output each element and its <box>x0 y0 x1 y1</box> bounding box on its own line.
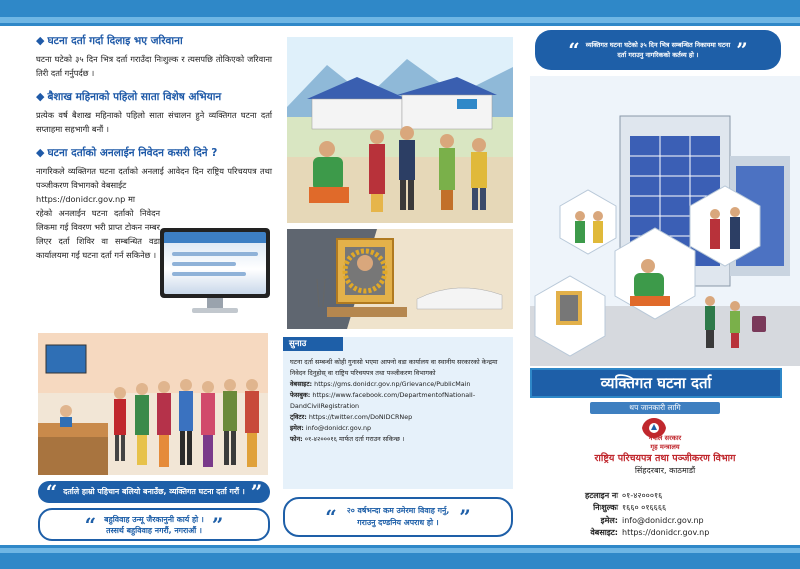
info-twitter-label: ट्विटर: <box>290 413 307 421</box>
quote-banner-polygamy <box>38 508 270 541</box>
info-facebook-label: फेसबुक: <box>290 391 311 399</box>
info-email-row <box>290 423 508 434</box>
quote-text <box>586 40 731 60</box>
quote-text: दर्ताले हाम्रो पहिचान बलियो बनाउँछ, व्यक्तिगत घटना दर्ता गरौं । <box>63 487 245 496</box>
quote-line-2: तस्सर्थ बहुविवाह नगरौं, नगराऔं । <box>106 525 202 535</box>
open-quote-icon: “ <box>45 480 58 504</box>
email-label: इमेल: <box>600 515 618 525</box>
website-label: वेबसाइट: <box>590 527 618 537</box>
info-twitter-row <box>290 412 508 423</box>
top-band <box>0 0 800 26</box>
info-lines <box>290 357 508 445</box>
screen-bar <box>172 252 258 256</box>
info-website-link[interactable]: https://gms.donidcr.gov.np/Grievance/PublicMain <box>314 380 471 388</box>
info-website-row <box>290 379 508 390</box>
department-address: सिंहदरबार, काठमाडौं <box>634 466 696 475</box>
close-quote-icon: ” <box>459 505 471 529</box>
more-info-label: थप जानकारी लागि <box>590 402 720 414</box>
diamond-bullet-icon: ◆ <box>36 146 45 159</box>
quote-banner-registration <box>38 481 270 503</box>
queue-illustration <box>38 333 268 475</box>
hotline-label: हटलाइन नः <box>585 491 618 500</box>
grievance-info-box <box>283 337 513 489</box>
birth-registration-illustration <box>287 37 513 223</box>
village-office-svg <box>287 37 513 223</box>
quote-banner-child-marriage <box>283 497 513 537</box>
screen-bar <box>172 262 236 266</box>
monitor-stand <box>207 298 223 308</box>
section-body-fines: घटना घटेको ३५ दिन भित्र दर्ता गराउँदा निःशुल्क र त्यसपछि तोकिएको जरिवाना तिरी दर्ता गर्नुपर्दछ । <box>36 54 272 78</box>
quote-text <box>347 505 450 529</box>
bottom-stripe <box>0 548 800 553</box>
close-quote-icon: ” <box>736 38 748 62</box>
close-quote-icon: ” <box>250 480 263 504</box>
open-quote-icon: “ <box>84 512 97 537</box>
open-quote-icon: “ <box>568 38 580 62</box>
ministry-name: गृह मन्त्रालय <box>650 443 680 451</box>
hotline-value: ०१-४२०००१६ <box>622 491 663 500</box>
open-quote-icon: “ <box>325 505 337 529</box>
quote-banner-duty <box>535 30 781 70</box>
quote-text <box>104 514 204 536</box>
office-building-svg <box>530 76 800 366</box>
email-link[interactable]: info@donidcr.gov.np <box>622 515 704 525</box>
cover-illustration <box>530 76 800 366</box>
diamond-bullet-icon: ◆ <box>36 90 45 103</box>
section-title-fines <box>36 34 272 48</box>
online-url: https://donidcr.gov.np मा <box>36 194 135 204</box>
quote-line-2: गराउनु दण्डनिय अपराध हो । <box>357 518 439 527</box>
info-email-label: इमेल: <box>290 424 304 432</box>
info-website-label: वेबसाइट: <box>290 380 313 388</box>
info-twitter-link[interactable]: https://twitter.com/DoNIDCRNep <box>308 413 413 421</box>
info-phone-value: ०१-४२०००१६ मार्फत दर्ता गराउन सकिन्छ । <box>304 435 405 443</box>
department-name: राष्ट्रिय परिचयपत्र तथा पञ्जीकरण विभाग <box>594 453 736 464</box>
diamond-bullet-icon: ◆ <box>36 34 45 47</box>
section-title-text: घटना दर्ता गर्दा दिलाइ भए जरिवाना <box>47 35 183 47</box>
section-title-online <box>36 146 272 160</box>
quote-line-2: दर्ता गराउनु नागरिकको कर्तव्य हो । <box>617 51 699 59</box>
computer-monitor-illustration <box>160 228 270 316</box>
section-body-online: नागरिकले व्यक्तिगत घटना दर्ताको अनलाई आवेदन दिन राष्ट्रिय परिचयपत्र तथा पञ्जीकरण विभागको वेबसाईट <box>36 166 272 190</box>
bottom-band <box>0 545 800 569</box>
quote-line-1: व्यक्तिगत घटना घटेको ३५ दिन भित्र सम्बन्धित निकायमा घटना <box>585 41 731 49</box>
government-name: नेपाल सरकार <box>648 434 682 442</box>
monitor-screen <box>160 228 270 298</box>
website-link[interactable]: https://donidcr.gov.np <box>622 527 710 537</box>
website-row <box>560 527 760 539</box>
info-phone-label: फोन: <box>290 435 303 443</box>
tollfree-row <box>560 502 760 514</box>
close-quote-icon: ” <box>211 512 224 537</box>
tollfree-value: १६६० ०१६६६६ <box>622 503 667 513</box>
screen-bar <box>172 272 246 276</box>
info-facebook-link[interactable]: https://www.facebook.com/DepartmentofNationalI-DandCivilRegistration <box>290 391 476 410</box>
info-body: घटना दर्ता सम्बन्धी कोही गुनासो भएमा आफ्नो वडा कार्यालय वा स्थानीय सरकारको केन्द्रमा निवेदन दिनुहोस् वा राष्ट्रिय परिचयपत्र तथा पञ्जीकरण विभागको <box>290 358 498 377</box>
monitor-base <box>192 308 238 313</box>
section-body-online-steps: रहेको अनलाईन घटना दर्ताको निवेदन लिकमा गई विवरण भरी प्राप्त टोकन नम्बर लिएर दर्ता शिविर वा सम्बन्धित वडा कार्यालयमा गई घटना दर्ता गर्न सकिनेछ । <box>36 208 160 260</box>
email-row <box>560 515 760 527</box>
section-title-campaign <box>36 90 272 104</box>
hotline-row <box>560 490 760 502</box>
death-registration-illustration <box>287 229 513 329</box>
info-email-link[interactable]: info@donidcr.gov.np <box>305 424 372 432</box>
info-heading: सुनाउ <box>283 337 343 351</box>
brochure-title: व्यक्तिगत घटना दर्ता <box>530 368 782 398</box>
info-phone-row <box>290 434 508 445</box>
section-title-text: घटना दर्ताको अनलाईन निवेदन कसरी दिने ? <box>47 147 218 159</box>
quote-line-1: २० वर्षभन्दा कम उमेरमा विवाह गर्नु, <box>346 506 450 515</box>
section-title-text: बैशाख महिनाको पहिलो साता विशेष अभियान <box>47 91 222 103</box>
organization-block <box>530 434 800 476</box>
quote-line-1: बहुविवाह उन्मू जैरकानुनी कार्य हो । <box>104 514 204 524</box>
info-facebook-row <box>290 390 508 412</box>
memorial-svg <box>287 229 513 329</box>
contact-list <box>560 490 760 539</box>
website-screenshot <box>164 232 266 294</box>
top-stripe <box>0 17 800 23</box>
tollfree-label: निःशुल्कः <box>593 503 618 513</box>
queue-illustration-svg <box>38 333 268 475</box>
section-body-campaign: प्रत्येक वर्ष बैशाख महिनाको पहिलो साता संचालन हुने व्यक्तिगत घटना दर्ता सप्ताहमा सहभागी बनौं । <box>36 110 272 134</box>
